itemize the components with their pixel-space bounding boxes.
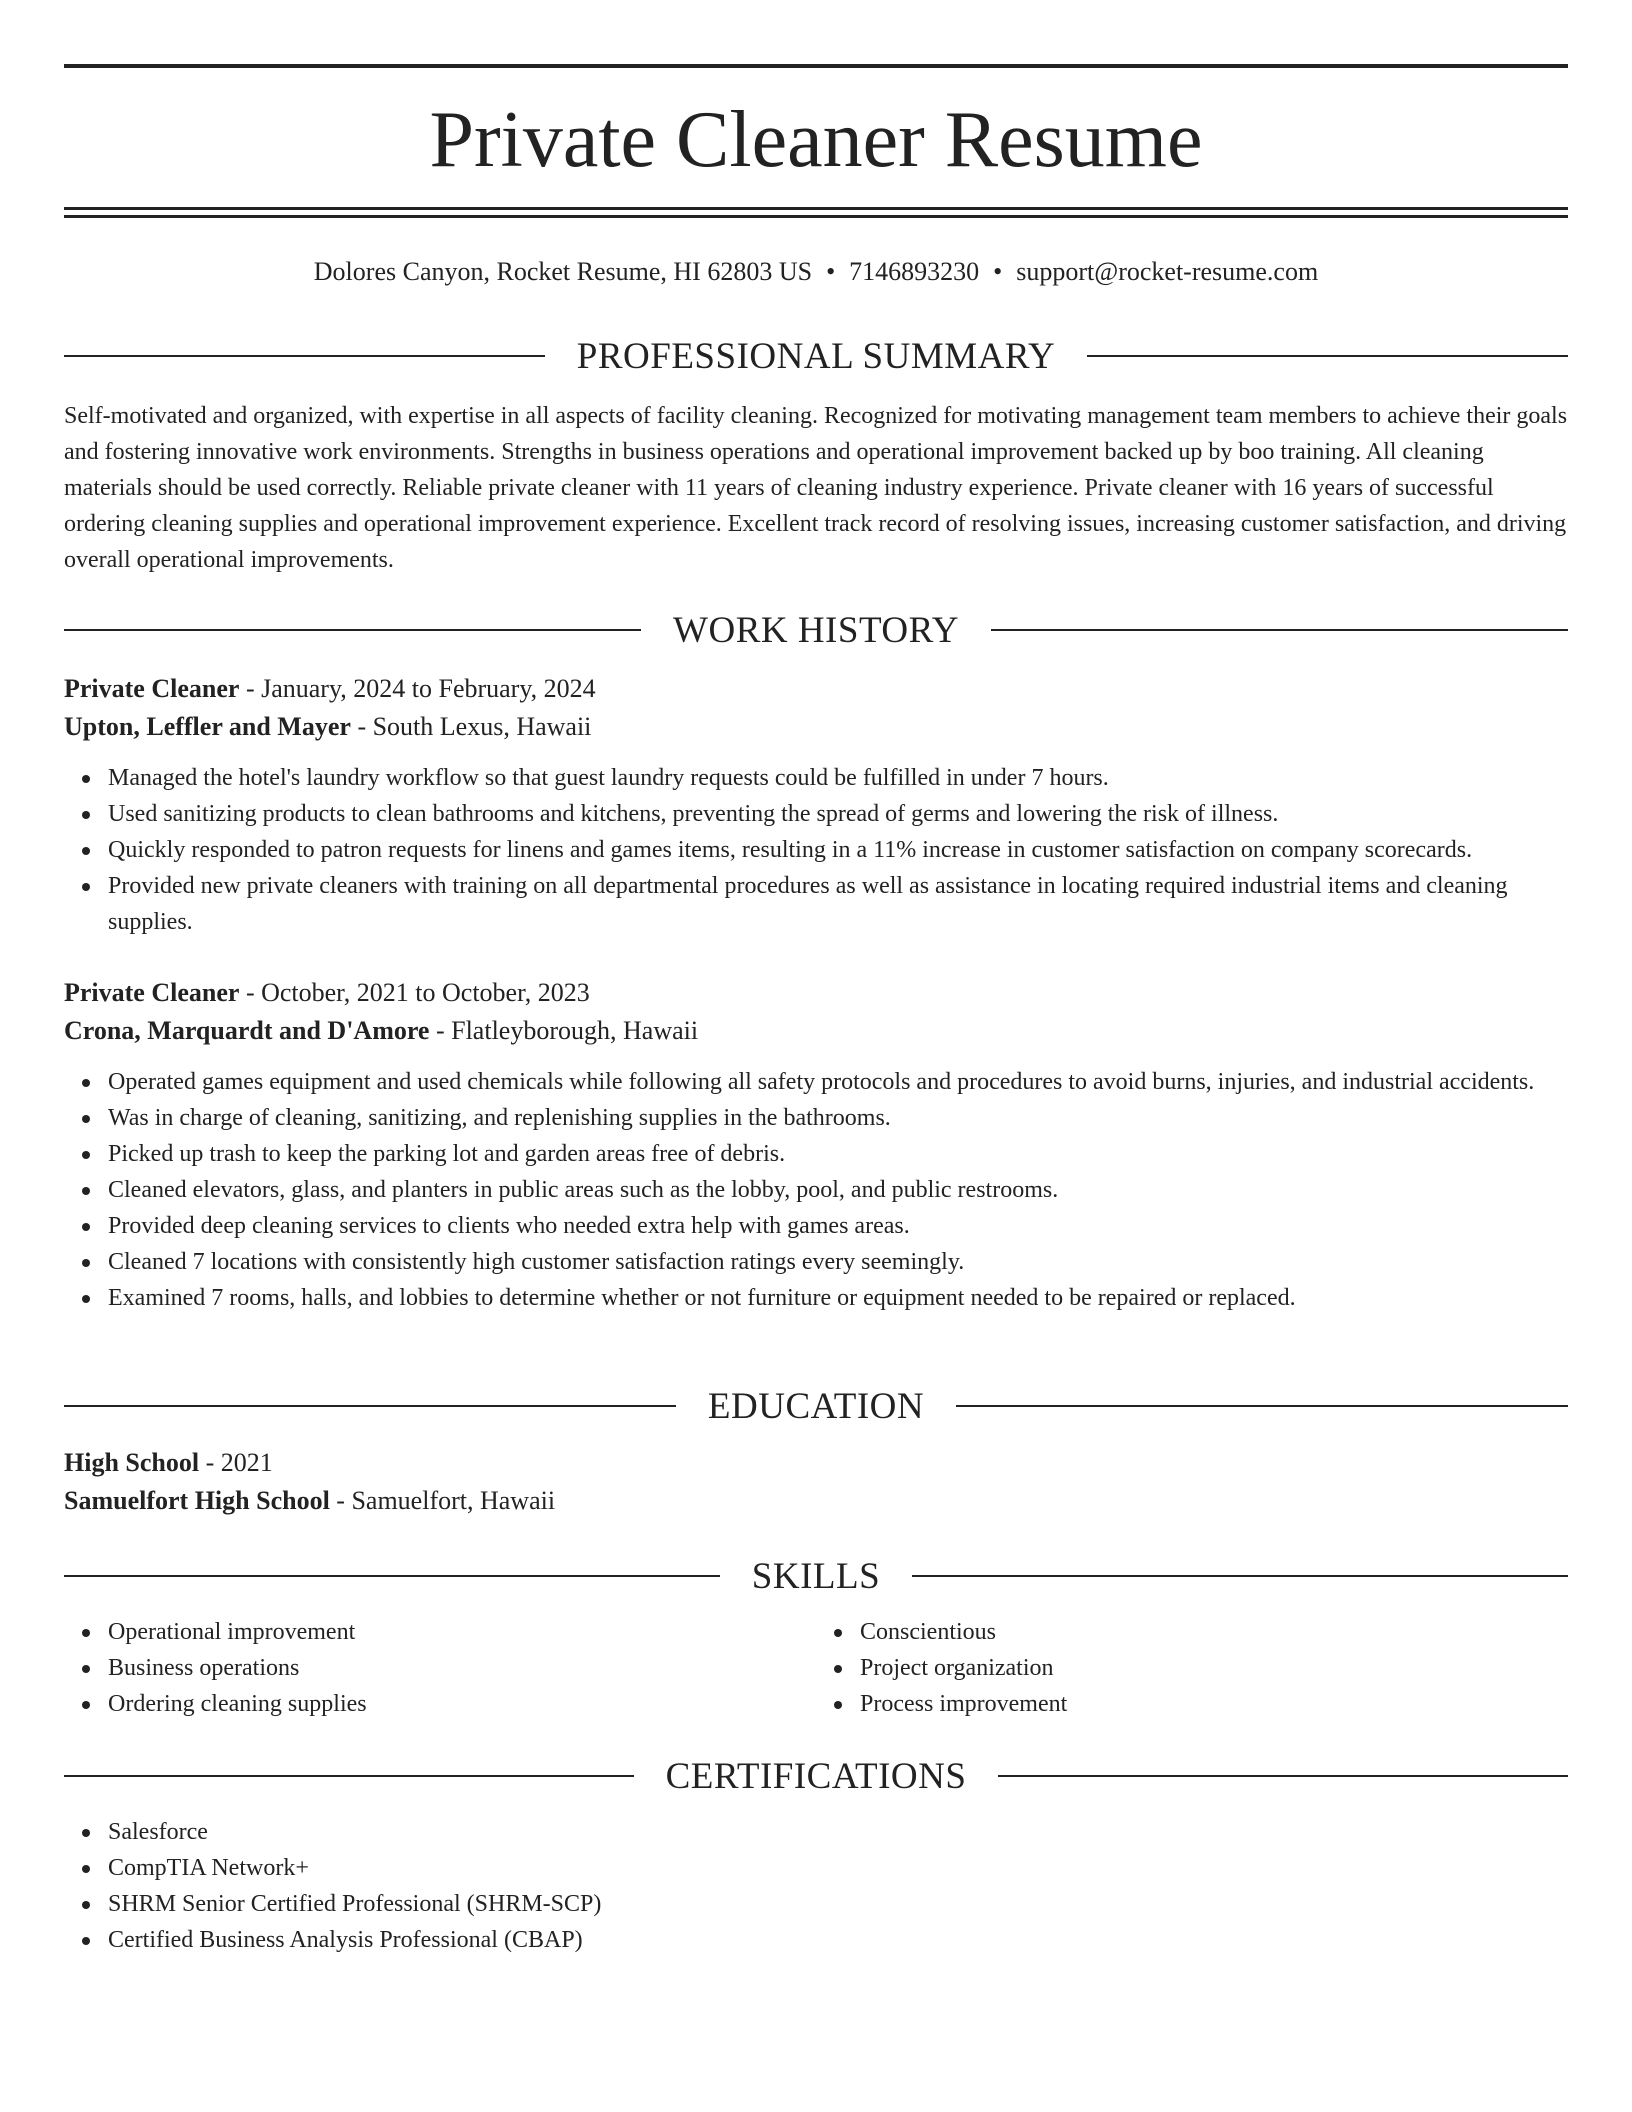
- heading-rule: [64, 1775, 634, 1777]
- list-item: Managed the hotel's laundry workflow so that guest laundry requests could be fulfilled in under 7 hours.: [64, 760, 1568, 796]
- list-item: SHRM Senior Certified Professional (SHRM-SCP): [64, 1886, 1568, 1922]
- skills-column-left: [64, 1614, 816, 1722]
- section-title: EDUCATION: [707, 1385, 925, 1427]
- job-bullets: [64, 1064, 1568, 1316]
- section-heading-work: [64, 610, 1568, 650]
- contact-separator: •: [826, 257, 836, 286]
- heading-rule: [956, 1405, 1568, 1407]
- section-title: SKILLS: [751, 1555, 881, 1597]
- contact-line: [64, 254, 1568, 290]
- list-item: Operational improvement: [64, 1614, 816, 1650]
- job-bullets: [64, 760, 1568, 940]
- job-company: Crona, Marquardt and D'Amore: [64, 1016, 430, 1045]
- job-company-line: [64, 708, 1568, 746]
- title-rule-upper: [64, 207, 1568, 210]
- heading-rule: [998, 1775, 1568, 1777]
- section-title: CERTIFICATIONS: [665, 1755, 967, 1797]
- section-heading-education: [64, 1386, 1568, 1426]
- job-title-line: [64, 670, 1568, 708]
- resume-title: Private Cleaner Resume: [429, 96, 1203, 184]
- education-year: - 2021: [199, 1448, 273, 1477]
- education-school: Samuelfort High School: [64, 1486, 330, 1515]
- list-item: Was in charge of cleaning, sanitizing, and replenishing supplies in the bathrooms.: [64, 1100, 1568, 1136]
- section-title: WORK HISTORY: [673, 609, 959, 651]
- section-heading-certifications: [64, 1756, 1568, 1796]
- certifications-list-wrap: [64, 1814, 1568, 1958]
- contact-phone: 7146893230: [849, 257, 980, 286]
- list-item: Provided deep cleaning services to clients who needed extra help with games areas.: [64, 1208, 1568, 1244]
- list-item: Quickly responded to patron requests for linens and games items, resulting in a 11% increase in customer satisfaction on company scorecards.: [64, 832, 1568, 868]
- list-item: Project organization: [816, 1650, 1568, 1686]
- education-degree: High School: [64, 1448, 200, 1477]
- list-item: Examined 7 rooms, halls, and lobbies to determine whether or not furniture or equipment needed to be repaired or replaced.: [64, 1280, 1568, 1316]
- list-item: CompTIA Network+: [64, 1850, 1568, 1886]
- education-degree-line: [64, 1444, 1568, 1482]
- heading-rule: [991, 629, 1568, 631]
- list-item: Salesforce: [64, 1814, 1568, 1850]
- section-heading-skills: [64, 1556, 1568, 1596]
- list-item: Provided new private cleaners with training on all departmental procedures as well as assistance in locating required industrial items and cleaning supplies.: [64, 868, 1568, 940]
- list-item: Conscientious: [816, 1614, 1568, 1650]
- job-location: - Flatleyborough, Hawaii: [429, 1016, 699, 1045]
- list-item: Used sanitizing products to clean bathrooms and kitchens, preventing the spread of germs and lowering the risk of illness.: [64, 796, 1568, 832]
- education-entry: [64, 1444, 1568, 1520]
- contact-address: Dolores Canyon, Rocket Resume, HI 62803 US: [313, 257, 813, 286]
- list-item: Business operations: [64, 1650, 816, 1686]
- job-title: Private Cleaner: [64, 674, 240, 703]
- contact-separator: •: [993, 257, 1003, 286]
- job-company: Upton, Leffler and Mayer: [64, 712, 351, 741]
- job-title-line: [64, 974, 1568, 1012]
- heading-rule: [1087, 355, 1568, 357]
- certifications-list: [64, 1814, 1568, 1958]
- skills-grid: [64, 1614, 1568, 1722]
- list-item: Process improvement: [816, 1686, 1568, 1722]
- summary-text: Self-motivated and organized, with expertise in all aspects of facility cleaning. Recognized for motivating management team members to achieve their goals and fostering innovative work environments. Strengths in business operations and operational improvement backed up by boo training. All cleaning materials should be used correctly. Reliable private cleaner with 11 years of cleaning industry experience. Private cleaner with 16 years of successful ordering cleaning supplies and operational improvement experience. Excellent track record of resolving issues, increasing customer satisfaction, and driving overall operational improvements.: [64, 403, 1568, 573]
- job-company-line: [64, 1012, 1568, 1050]
- job-entry: [64, 670, 1568, 940]
- list-item: Picked up trash to keep the parking lot and garden areas free of debris.: [64, 1136, 1568, 1172]
- title-rule-lower: [64, 215, 1568, 218]
- list-item: Ordering cleaning supplies: [64, 1686, 816, 1722]
- job-dates: - January, 2024 to February, 2024: [239, 674, 596, 703]
- education-location: - Samuelfort, Hawaii: [329, 1486, 556, 1515]
- list-item: Operated games equipment and used chemicals while following all safety protocols and procedures to avoid burns, injuries, and industrial accidents.: [64, 1064, 1568, 1100]
- list-item: Certified Business Analysis Professional (CBAP): [64, 1922, 1568, 1958]
- job-location: - South Lexus, Hawaii: [350, 712, 592, 741]
- list-item: Cleaned 7 locations with consistently high customer satisfaction ratings every seemingly.: [64, 1244, 1568, 1280]
- job-title: Private Cleaner: [64, 978, 240, 1007]
- heading-rule: [64, 629, 641, 631]
- education-school-line: [64, 1482, 1568, 1520]
- list-item: Cleaned elevators, glass, and planters in public areas such as the lobby, pool, and public restrooms.: [64, 1172, 1568, 1208]
- contact-email: support@rocket-resume.com: [1016, 257, 1319, 286]
- heading-rule: [912, 1575, 1568, 1577]
- heading-rule: [64, 1405, 676, 1407]
- section-title: PROFESSIONAL SUMMARY: [576, 335, 1056, 377]
- heading-rule: [64, 355, 545, 357]
- top-rule: [64, 64, 1568, 68]
- job-dates: - October, 2021 to October, 2023: [239, 978, 590, 1007]
- job-entry: [64, 974, 1568, 1316]
- skills-column-right: [816, 1614, 1568, 1722]
- heading-rule: [64, 1575, 720, 1577]
- section-heading-summary: [64, 336, 1568, 376]
